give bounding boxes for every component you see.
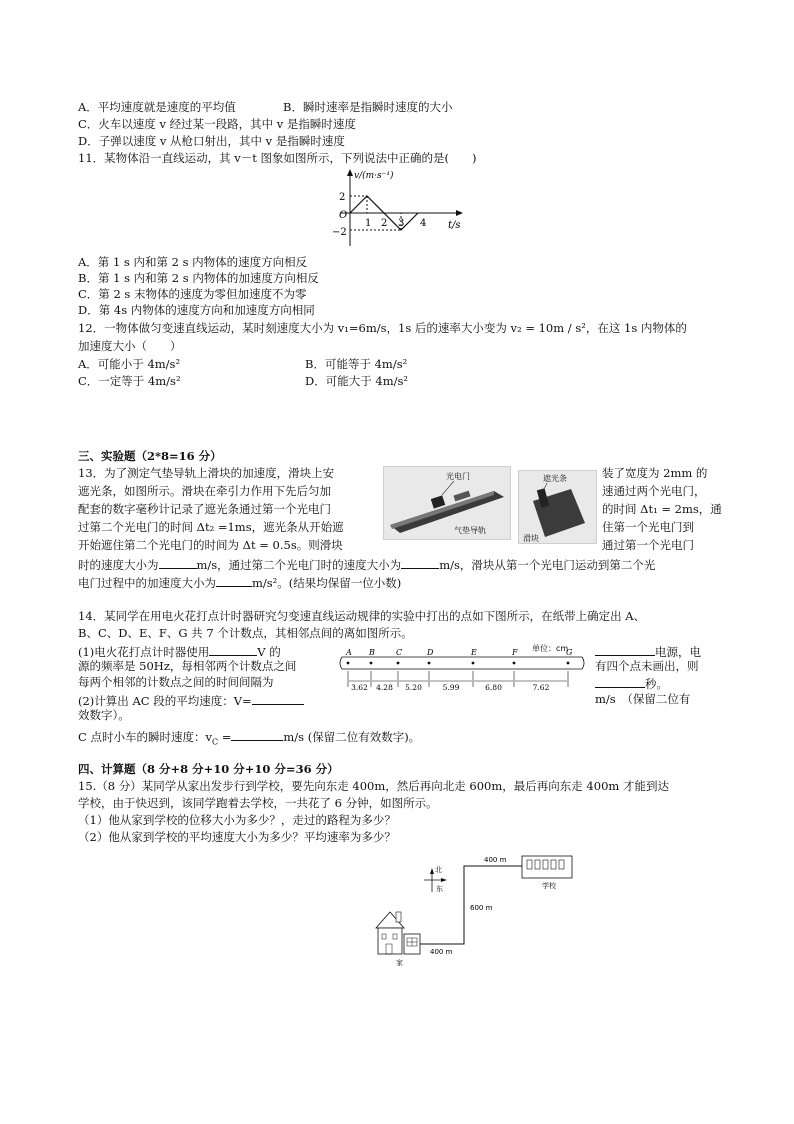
q13-line7-b: m/s²。(结果均保留一位小数) [252,576,402,590]
q14-line6-left [78,692,304,709]
slider-photo [518,470,597,544]
q14-part3-sub: C [211,737,219,747]
origin-label: O [339,210,348,221]
slider-label: 滑块 [523,534,539,543]
tape-point-e [472,662,475,665]
q14-line8 [78,728,420,749]
q12-option-b: B．可能等于 4m/s² [305,357,408,371]
t-axis-label: t/s [448,220,461,231]
q13-blank-v2[interactable] [401,556,439,569]
school-icon [522,856,572,878]
q14-line3-right [595,643,701,660]
home-icon [376,912,420,954]
q13-line6 [78,556,655,573]
q13-line6-b: m/s，通过第二个光电门时的速度大小为 [196,558,402,572]
q14-blank-avg-velocity[interactable] [252,692,304,705]
q11-stem: 11．某物体沿一直线运动，其 v－t 图象如图所示，下列说法中正确的是( ) [78,151,477,165]
route-seg-top-label: 400 m [484,856,507,864]
school-label: 学校 [542,882,556,890]
route-seg-mid-label: 600 m [470,904,493,912]
section-3-title: 三、实验题（2*8=16 分） [78,449,222,463]
q13-line2-right: 速通过两个光电门， [602,484,706,498]
air-track-label: 气垫导轨 [454,526,486,535]
tape-distance-1: 3.62 [351,683,368,692]
q14-part3-c: m/s (保留二位有效数字)。 [283,730,421,744]
q15-stem-line1: 15.（8 分）某同学从家出发步行到学校，要先向东走 400m，然后再向北走 600m，最后再向东走 400m 才能到达 [78,779,669,793]
tape-point-label-a: A [346,648,352,657]
q14-blank-vc[interactable] [231,728,283,741]
q15-question-2: （2）他从家到学校的平均速度大小为多少？平均速率为多少？ [78,830,396,844]
q13-line6-a: 时的速度大小为 [78,558,159,572]
tape-distance-6: 7.62 [532,683,550,692]
q14-line7-left: 效数字）。 [78,708,130,722]
q10-option-b: B．瞬时速率是指瞬时速度的大小 [283,100,453,114]
q13-line7-a: 电门过程中的加速度大小为 [78,576,216,590]
tape-distance-5: 6.80 [485,683,502,692]
shading-strip-label: 遮光条 [543,474,567,483]
t-axis-arrow-icon [456,210,463,216]
photogate-shape [431,495,446,508]
q13-line3-left: 配套的数字毫秒计记录了遮光条通过第一个光电门 [78,502,331,516]
tape-distance-3: 5.20 [405,683,422,692]
tape-point-a [347,662,350,665]
q14-part1-d: 秒。 [645,677,668,691]
air-track-photo [383,466,511,540]
photogate-label: 光电门 [446,472,470,481]
q13-line6-c: m/s，滑块从第一个光电门运动到第二个光 [439,558,656,572]
q14-part1-c: 电源，电 [655,645,701,659]
q14-blank-voltage[interactable] [209,643,257,656]
q13-blank-a[interactable] [216,574,252,587]
tape-point-label-d: D [427,648,434,657]
q13-line4-right: 住第一个光电门到 [602,520,694,534]
q15-question-1: （1）他从家到学校的位移大小为多少？，走过的路程为多少？ [78,813,396,827]
q13-line5-right: 通过第一个光电门 [602,538,694,552]
q12-option-a: A．可能小于 4m/s² [78,357,181,371]
q14-line5-left: 每两个相邻的计数点之间的时间间隔为 [78,675,274,689]
tape-point-label-c: C [396,648,403,657]
q13-line4-left: 过第二个光电门的时间 Δt₂ =1ms，遮光条从开始遮 [78,520,344,534]
north-arrow-icon [430,868,434,874]
q14-part1-b: V 的 [257,645,281,659]
tape-point-f [513,662,516,665]
q10-option-d: D．子弹以速度 v 从枪口射出，其中 v 是指瞬时速度 [78,134,345,148]
tick-t-1: 1 [365,218,372,229]
tape-point-label-e: E [471,648,477,657]
compass-north-label: 北 [435,866,442,874]
tape-point-label-g: G [566,648,573,657]
q13-blank-v1[interactable] [159,556,197,569]
east-arrow-icon [441,878,447,882]
q14-line3-left [78,643,281,660]
tick-t-4: 4 [420,218,427,229]
tape-point-d [428,662,431,665]
q11-option-a: A．第 1 s 内和第 2 s 内物体的速度方向相反 [78,255,308,269]
tape-strip [340,657,584,669]
q14-part2-a: (2)计算出 AC 段的平均速度：V= [78,694,252,708]
q13-line3-right: 的时间 Δt₁ = 2ms，通 [602,502,722,516]
q10-option-a: A．平均速度就是速度的平均值 [78,100,236,114]
tape-point-label-f: F [512,648,518,657]
q14-line4-right: 有四个点未画出，则 [595,659,699,673]
route-map [372,850,582,970]
v-axis-arrow-icon [347,169,353,176]
q14-line5-right [595,675,668,692]
tick-v-neg: −2 [332,227,347,238]
q15-stem-line2: 学校，由于快迟到，该同学跑着去学校，一共花了 6 分钟，如图所示。 [78,796,438,810]
q13-line2-left: 遮光条，如图所示。滑块在牵引力作用下先后匀加 [78,484,331,498]
q12-option-d: D．可能大于 4m/s² [305,374,408,388]
tick-t-3: 3 [398,218,405,229]
q14-blank-power-type[interactable] [595,643,655,656]
q14-stem-line1: 14．某同学在用电火花打点计时器研究匀变速直线运动规律的实验中打出的点如下图所示，在纸带上确定出 A、 [78,609,646,623]
section-4-title: 四、计算题（8 分+8 分+10 分+10 分=36 分） [78,762,339,776]
tick-v-pos: 2 [339,192,346,203]
tick-t-2: 2 [381,218,388,229]
tape-point-c [397,662,400,665]
q12-stem-line1: 12．一物体做匀变速直线运动，某时刻速度大小为 v₁=6m/s，1s 后的速率大小变为 v₂ = 10m / s²，在这 1s 内物体的 [78,321,687,335]
q14-line6-right: m/s （保留二位有 [595,692,691,706]
q13-line1-right: 装了宽度为 2mm 的 [602,466,708,480]
v-axis-label: v/(m·s⁻¹) [354,171,394,181]
q14-part3-b: = [218,730,232,744]
q14-part1-a: (1)电火花打点计时器使用 [78,645,210,659]
q11-vt-graph [320,166,470,248]
tape-distance-4: 5.99 [442,683,460,692]
q10-option-c: C．火车以速度 v 经过某一段路，其中 v 是指瞬时速度 [78,117,356,131]
q13-line7 [78,574,401,591]
compass-east-label: 东 [436,885,443,893]
q14-stem-line2: B、C、D、E、F、G 共 7 个计数点，其相邻点间的离如图所示。 [78,626,413,640]
q14-part3-a: C 点时小车的瞬时速度：v [78,730,212,744]
q12-option-c: C．一定等于 4m/s² [78,374,181,388]
home-label: 家 [396,959,403,967]
ticker-tape-figure [336,641,590,697]
tape-point-g [567,662,570,665]
tape-point-label-b: B [369,648,375,657]
q11-option-c: C．第 2 s 末物体的速度为零但加速度不为零 [78,287,307,301]
q12-stem-line2: 加速度大小（ ） [78,339,182,353]
tape-unit-label: 单位：cm [532,644,569,653]
tape-point-b [370,662,373,665]
q14-blank-interval[interactable] [595,675,645,688]
q13-line1-left: 13．为了测定气垫导轨上滑块的加速度，滑块上安 [78,466,335,480]
q11-option-b: B．第 1 s 内和第 2 s 内物体的加速度方向相反 [78,271,319,285]
q11-option-d: D．第 4s 内物体的速度方向和加速度方向相同 [78,303,315,317]
route-seg-bottom-label: 400 m [430,948,453,956]
tape-distance-2: 4.28 [376,683,393,692]
q14-line4-left: 源的频率是 50Hz，每相邻两个计数点之间 [78,659,297,673]
q13-line5-left: 开始遮住第二个光电门的时间为 Δt = 0.5s。则滑块 [78,538,343,552]
